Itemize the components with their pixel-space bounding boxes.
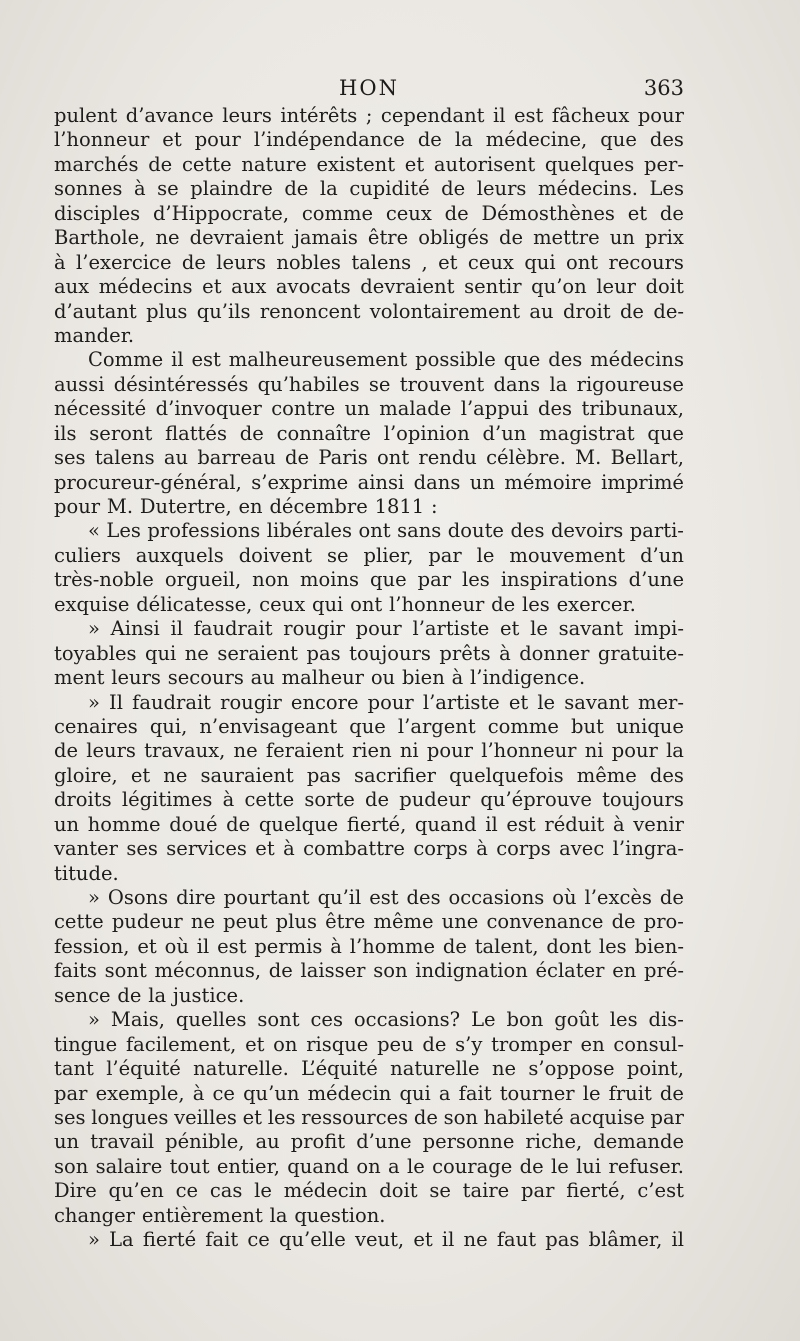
text-line: un homme doué de quelque fierté, quand il est réduit à venir <box>54 812 684 836</box>
text-line: droits légitimes à cette sorte de pudeur qu’éprouve toujours <box>54 788 684 812</box>
text-line: ses longues veilles et les ressources de son habileté acquise par <box>54 1105 684 1129</box>
text-line: exquise délicatesse, ceux qui ont l’honneur de les exercer. <box>54 592 636 616</box>
text-line: ils seront flattés de connaître l’opinion d’un magistrat que <box>54 421 684 445</box>
text-line: changer entièrement la question. <box>54 1203 386 1227</box>
text-line: d’autant plus qu’ils renoncent volontairement au droit de de- <box>54 299 684 323</box>
text-line: cenaires qui, n’envisageant que l’argent comme but unique <box>54 714 684 738</box>
running-head: HON <box>339 76 399 100</box>
text-line: aux médecins et aux avocats devraient sentir qu’on leur doit <box>54 275 684 299</box>
text-line: toyables qui ne seraient pas toujours prêts à donner gratuite- <box>54 641 684 665</box>
text-line: « Les professions libérales ont sans doute des devoirs parti- <box>88 519 684 543</box>
text-line: faits sont méconnus, de laisser son indignation éclater en pré- <box>54 959 684 983</box>
text-line: tingue facilement, et on risque peu de s’y tromper en consul- <box>54 1032 684 1056</box>
text-line: pulent d’avance leurs intérêts ; cependant il est fâcheux pour <box>54 104 684 127</box>
text-line: cette pudeur ne peut plus être même une convenance de pro- <box>54 910 684 934</box>
text-line: ses talens au barreau de Paris ont rendu célèbre. M. Bellart, <box>54 446 684 470</box>
text-line: son salaire tout entier, quand on a le courage de le lui refuser. <box>54 1154 684 1178</box>
text-line: procureur-général, s’exprime ainsi dans un mémoire imprimé <box>54 470 684 494</box>
text-line: de leurs travaux, ne feraient rien ni pour l’honneur ni pour la <box>54 739 684 763</box>
text-line: disciples d’Hippocrate, comme ceux de Démosthènes et de <box>54 201 684 225</box>
text-line: mander. <box>54 323 135 347</box>
text-line: » Il faudrait rougir encore pour l’artiste et le savant mer- <box>88 690 684 714</box>
text-line: sonnes à se plaindre de la cupidité de leurs médecins. Les <box>54 177 684 201</box>
text-line: un travail pénible, au profit d’une personne riche, demande <box>54 1130 684 1154</box>
text-line: ment leurs secours au malheur ou bien à l’indigence. <box>54 666 586 690</box>
text-line: » Osons dire pourtant qu’il est des occasions où l’excès de <box>88 886 684 909</box>
page-number: 363 <box>643 76 684 100</box>
text-line: titude. <box>54 861 119 885</box>
text-line: par exemple, à ce qu’un médecin qui a fait tourner le fruit de <box>54 1081 684 1105</box>
text-line: fession, et où il est permis à l’homme de talent, dont les bien- <box>54 934 684 958</box>
text-line: Barthole, ne devraient jamais être obligés de mettre un prix <box>54 226 684 250</box>
text-line: nécessité d’invoquer contre un malade l’appui des tribunaux, <box>54 397 684 421</box>
text-line: pour M. Dutertre, en décembre 1811 : <box>54 495 438 518</box>
page-header <box>54 76 684 106</box>
text-line: marchés de cette nature existent et autorisent quelques per- <box>54 152 684 176</box>
text-line: l’honneur et pour l’indépendance de la médecine, que des <box>54 128 684 152</box>
text-line: vanter ses services et à combattre corps à corps avec l’ingra- <box>54 837 684 861</box>
text-line: aussi désintéressés qu’habiles se trouvent dans la rigoureuse <box>54 372 684 396</box>
text-line: sence de la justice. <box>54 983 245 1007</box>
body-text <box>54 104 684 1253</box>
text-line: » Ainsi il faudrait rougir pour l’artiste et le savant impi- <box>88 617 684 641</box>
text-line: culiers auxquels doivent se plier, par le mouvement d’un <box>54 543 684 567</box>
text-line: à l’exercice de leurs nobles talens , et ceux qui ont recours <box>54 250 684 274</box>
text-line: Dire qu’en ce cas le médecin doit se taire par fierté, c’est <box>54 1179 684 1203</box>
text-line: très-noble orgueil, non moins que par les inspirations d’une <box>54 568 684 592</box>
text-line: gloire, et ne sauraient pas sacrifier quelquefois même des <box>54 763 684 787</box>
text-line: tant l’équité naturelle. L’équité naturelle ne s’oppose point, <box>54 1057 684 1081</box>
text-line: Comme il est malheureusement possible que des médecins <box>88 348 684 372</box>
text-line: » La fierté fait ce qu’elle veut, et il ne faut pas blâmer, il <box>88 1228 684 1252</box>
text-line: » Mais, quelles sont ces occasions? Le bon goût les dis- <box>88 1008 684 1032</box>
